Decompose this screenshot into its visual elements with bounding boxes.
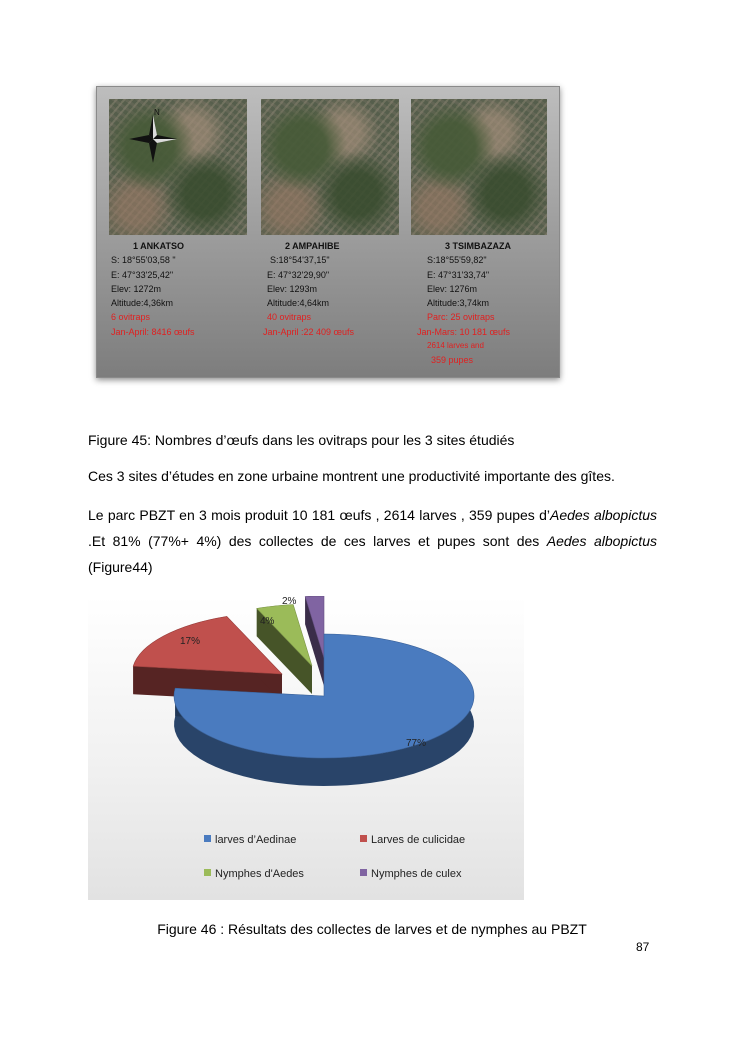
compass-rose-icon xyxy=(123,109,183,169)
legend-label: Nymphes d'Aedes xyxy=(215,868,304,880)
figure-45-caption: Figure 45: Nombres d’œufs dans les ovitraps pour les 3 sites étudiés xyxy=(88,432,515,448)
legend-swatch xyxy=(360,835,367,842)
legend-swatch xyxy=(204,835,211,842)
species-name: Aedes albopictus xyxy=(549,507,657,523)
site-longitude: E: 47°33'25,42" xyxy=(111,269,174,280)
site-longitude: E: 47°32'29,90" xyxy=(267,269,330,280)
legend-item-larves-aedinae xyxy=(204,834,296,846)
pie-chart xyxy=(88,596,524,900)
data-label-0: 77% xyxy=(406,738,427,749)
paragraph-text: .Et 81% (77%+ 4%) des collectes de ces larves et pupes sont des xyxy=(88,533,547,549)
site-altitude: Altitude:4,64km xyxy=(267,298,330,309)
site-latitude: S: 18°55'03,58 " xyxy=(111,255,176,266)
legend-item-nymphes-aedes xyxy=(204,868,304,880)
legend-item-nymphes-culex xyxy=(360,868,462,880)
site-larvae: 2614 larves and xyxy=(427,341,484,351)
site-latitude: S:18°55'59,82" xyxy=(427,255,487,266)
site-ovitraps: Parc: 25 ovitraps xyxy=(427,312,495,323)
figure-45-satellite-montage xyxy=(96,86,560,378)
site-ovitraps: 6 ovitraps xyxy=(111,312,151,323)
site-altitude: Altitude:3,74km xyxy=(427,298,490,309)
site-latitude: S:18°54'37,15" xyxy=(270,255,330,266)
site-longitude: E: 47°31'33,74" xyxy=(427,269,490,280)
legend-item-larves-culicidae xyxy=(360,834,465,846)
legend-swatch xyxy=(204,869,211,876)
site-info-tsimbazaza xyxy=(417,239,511,368)
species-name: Aedes albopictus xyxy=(546,533,657,549)
site-elevation: Elev: 1276m xyxy=(427,283,478,294)
site-eggs: Jan-Mars: 10 181 œufs xyxy=(417,326,511,337)
paragraph-pbzt-results xyxy=(88,502,657,580)
legend-swatch xyxy=(360,869,367,876)
site-info-ankatso xyxy=(111,239,195,339)
site-elevation: Elev: 1272m xyxy=(111,283,162,294)
site-title: 1 ANKATSO xyxy=(133,241,185,251)
site-title: 3 TSIMBAZAZA xyxy=(445,241,511,251)
data-label-3: 2% xyxy=(282,596,297,607)
satellite-image-ampahibe xyxy=(261,99,399,235)
satellite-image-tsimbazaza xyxy=(411,99,547,235)
site-title: 2 AMPAHIBE xyxy=(285,241,340,251)
paragraph-sites-productivity: Ces 3 sites d’études en zone urbaine montrent une productivité importante des gîtes. xyxy=(88,468,615,484)
figure-46-caption: Figure 46 : Résultats des collectes de larves et de nymphes au PBZT xyxy=(157,921,587,937)
compass-north-label: N xyxy=(154,109,160,117)
site-elevation: Elev: 1293m xyxy=(267,283,318,294)
satellite-image-ankatso xyxy=(109,99,247,235)
legend-label: Nymphes de culex xyxy=(371,868,462,880)
site-info-ampahibe xyxy=(263,239,355,339)
page-number: 87 xyxy=(636,940,650,954)
data-label-2: 4% xyxy=(260,616,275,627)
paragraph-text: Le parc PBZT en 3 mois produit 10 181 œufs , 2614 larves , 359 pupes d’ xyxy=(88,507,550,523)
site-pupae: 359 pupes xyxy=(431,355,474,366)
site-ovitraps: 40 ovitraps xyxy=(267,312,312,323)
figure-46-pie-chart xyxy=(88,596,524,900)
legend-label: larves d’Aedinae xyxy=(215,834,297,846)
paragraph-text: (Figure44) xyxy=(88,559,153,575)
site-eggs: Jan-April :22 409 œufs xyxy=(263,326,355,337)
site-eggs: Jan-April: 8416 œufs xyxy=(111,326,195,337)
legend-label: Larves de culicidae xyxy=(371,834,466,846)
site-altitude: Altitude:4,36km xyxy=(111,298,174,309)
data-label-1: 17% xyxy=(180,636,201,647)
